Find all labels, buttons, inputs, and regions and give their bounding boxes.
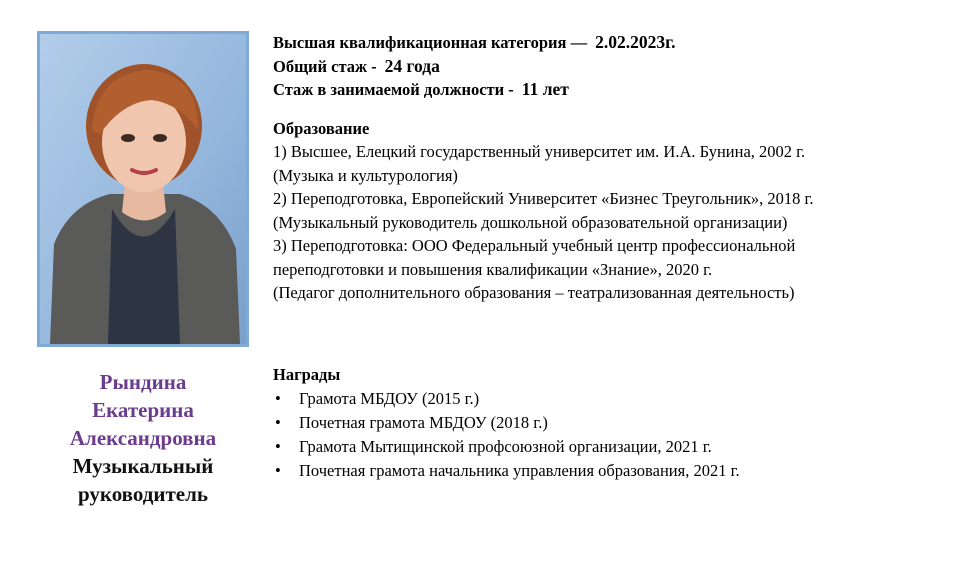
education-line: 1) Высшее, Елецкий государственный университет им. И.А. Бунина, 2002 г.: [273, 142, 806, 161]
awards-section: [273, 363, 943, 483]
education-line: 3) Переподготовка: ООО Федеральный учебный центр профессиональной: [273, 236, 796, 255]
award-text: Почетная грамота начальника управления образования, 2021 г.: [299, 461, 740, 480]
person-role-line: руководитель: [77, 482, 209, 506]
award-text: Грамота МБДОУ (2015 г.): [299, 389, 480, 408]
bullet-icon: •: [275, 461, 281, 480]
category-label: Высшая квалификационная категория —: [273, 33, 588, 52]
person-caption: [37, 368, 249, 508]
award-item: [273, 435, 943, 459]
award-item: [273, 387, 943, 411]
bullet-icon: •: [275, 413, 281, 432]
bullet-icon: •: [275, 389, 281, 408]
position-experience-label: Стаж в занимаемой должности -: [273, 80, 514, 99]
portrait-photo: [37, 31, 249, 347]
category-row: [273, 31, 943, 55]
education-line: 2) Переподготовка, Европейский Университет «Бизнес Треугольник», 2018 г.: [273, 189, 814, 208]
education-line: (Музыка и культурология): [273, 165, 458, 185]
awards-list: [273, 387, 943, 483]
position-experience-row: [273, 78, 943, 102]
award-item: [273, 411, 943, 435]
position-experience-value: 11 лет: [521, 79, 569, 99]
total-experience-row: [273, 55, 943, 79]
award-item: [273, 459, 943, 483]
total-experience-value: 24 года: [384, 55, 440, 76]
person-name-line: Рындина: [99, 370, 187, 394]
person-name-line: Екатерина: [92, 398, 194, 422]
education-heading: Образование: [273, 118, 370, 138]
total-experience-label: Общий стаж -: [273, 56, 377, 76]
education-line: (Музыкальный руководитель дошкольной образовательной организации): [273, 212, 788, 232]
bullet-icon: •: [275, 437, 281, 456]
category-value: 2.02.2023г.: [595, 32, 676, 52]
award-text: Почетная грамота МБДОУ (2018 г.): [299, 413, 548, 432]
education-line: переподготовки и повышения квалификации «Знание», 2020 г.: [273, 259, 713, 279]
awards-heading: Награды: [273, 365, 341, 384]
person-role-line: Музыкальный: [72, 454, 214, 478]
person-name-line: Александровна: [69, 426, 217, 450]
portrait-illustration: [40, 34, 246, 344]
info-section: [273, 31, 943, 305]
award-text: Грамота Мытищинской профсоюзной организации, 2021 г.: [299, 437, 712, 456]
education-line: (Педагог дополнительного образования – театрализованная деятельность): [273, 283, 795, 302]
